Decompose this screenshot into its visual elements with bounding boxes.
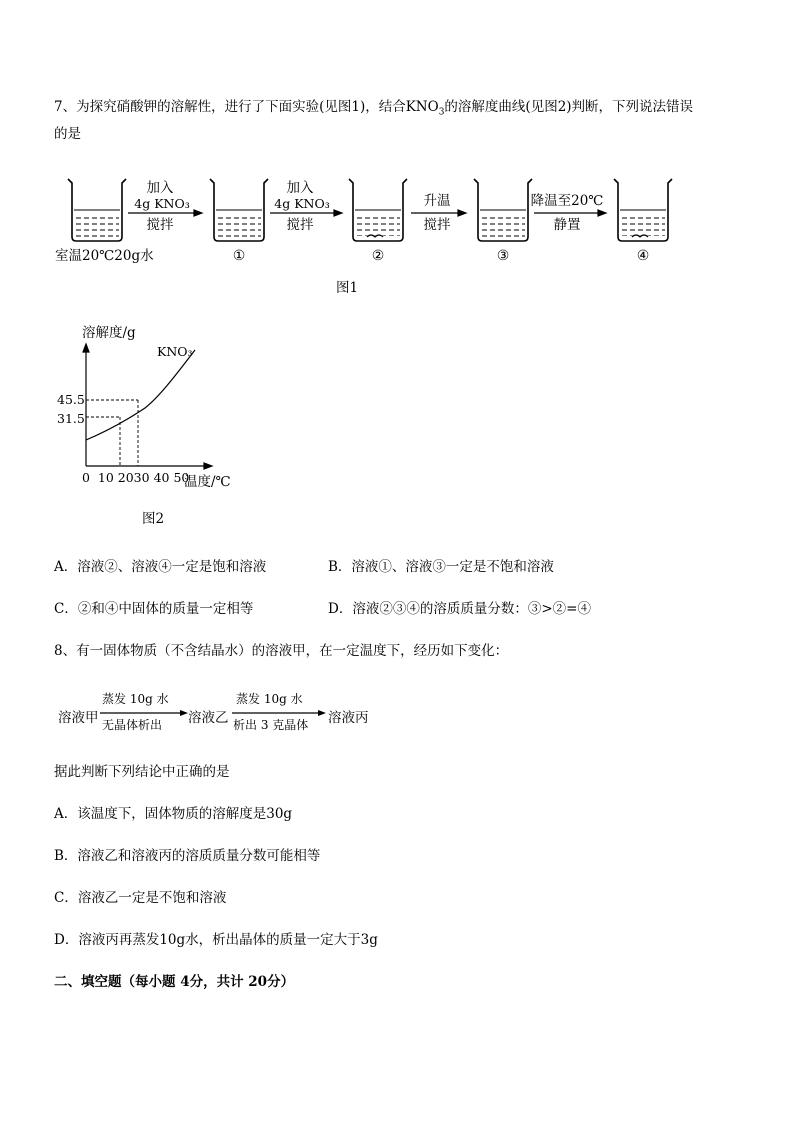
figure-2-caption: 图2 <box>142 511 165 527</box>
flow-end: 溶液丙 <box>328 710 369 726</box>
step1-bottom: 搅拌 <box>146 217 174 233</box>
q7-option-d[interactable]: D．溶液②③④的溶质质量分数：③>②=④ <box>328 601 591 617</box>
y-tick-45-5: 45.5 <box>57 392 85 407</box>
q7-stem-line2: 的是 <box>54 126 81 142</box>
beaker-4 <box>614 179 672 241</box>
beaker-3 <box>474 179 532 241</box>
beaker-label-3: ③ <box>496 248 510 264</box>
step4-bottom: 静置 <box>553 217 581 233</box>
flow-middle: 溶液乙 <box>188 710 229 726</box>
q7-stem-line1 <box>54 97 693 123</box>
q7-stem-text: 7、为探究硝酸钾的溶解性，进行了下面实验(见图1)，结合KNO <box>54 99 439 115</box>
kno3-curve <box>86 350 195 440</box>
y-axis-label: 溶解度/g <box>82 325 136 341</box>
curve-label: KNO₃ <box>157 344 193 359</box>
figure-1-caption: 图1 <box>335 280 359 295</box>
beaker-label-2: ② <box>371 248 385 264</box>
step2-top: 加入 <box>286 180 314 196</box>
beaker-1 <box>210 179 268 241</box>
q7-stem-tail: 的溶解度曲线(见图2)判断，下列说法错误 <box>444 99 694 115</box>
y-tick-31-5: 31.5 <box>57 411 85 426</box>
flow-arrow1-top: 蒸发 10g 水 <box>102 692 169 706</box>
x-ticks: 0 10 2030 40 50 <box>82 470 190 485</box>
q8-option-b[interactable]: B．溶液乙和溶液丙的溶质质量分数可能相等 <box>54 848 321 864</box>
beaker-label-4: ④ <box>636 248 650 264</box>
step4-top: 降温至20℃ <box>530 193 604 209</box>
q7-option-b[interactable]: B．溶液①、溶液③一定是不饱和溶液 <box>328 559 554 575</box>
q8-option-d[interactable]: D．溶液丙再蒸发10g水，析出晶体的质量一定大于3g <box>54 932 378 948</box>
figure-1 <box>0 165 794 295</box>
q8-stem: 8、有一固体物质（不含结晶水）的溶液甲，在一定温度下，经历如下变化： <box>54 643 509 659</box>
q7-stem-sub: 3 <box>438 107 445 118</box>
q7-option-c[interactable]: C．②和④中固体的质量一定相等 <box>54 601 254 617</box>
step1-mid: 4g KNO₃ <box>134 196 190 211</box>
q8-option-a[interactable]: A．该温度下，固体物质的溶解度是30g <box>54 806 293 822</box>
q7-option-a[interactable]: A．溶液②、溶液④一定是饱和溶液 <box>54 559 267 575</box>
section-2-title: 二、填空题（每小题 4分，共计 20分） <box>54 974 295 990</box>
beaker-label-1: ① <box>232 248 246 264</box>
q8-flow <box>58 690 388 735</box>
q8-option-c[interactable]: C．溶液乙一定是不饱和溶液 <box>54 890 227 906</box>
beaker-2 <box>349 179 407 241</box>
figure-2 <box>50 320 270 535</box>
q8-prompt: 据此判断下列结论中正确的是 <box>54 764 230 780</box>
start-label: 室温20℃20g水 <box>55 248 154 264</box>
beaker-start <box>68 179 126 241</box>
flow-start: 溶液甲 <box>58 710 99 726</box>
flow-arrow1-bottom: 无晶体析出 <box>102 718 163 732</box>
x-axis-label: 温度/℃ <box>184 474 231 490</box>
step3-bottom: 搅拌 <box>423 217 451 233</box>
step1-top: 加入 <box>146 180 174 196</box>
flow-arrow2-bottom: 析出 3 克晶体 <box>233 718 309 732</box>
step3-top: 升温 <box>423 193 451 209</box>
flow-arrow2-top: 蒸发 10g 水 <box>236 692 303 706</box>
step2-bottom: 搅拌 <box>286 217 314 233</box>
step2-mid: 4g KNO₃ <box>274 196 330 211</box>
